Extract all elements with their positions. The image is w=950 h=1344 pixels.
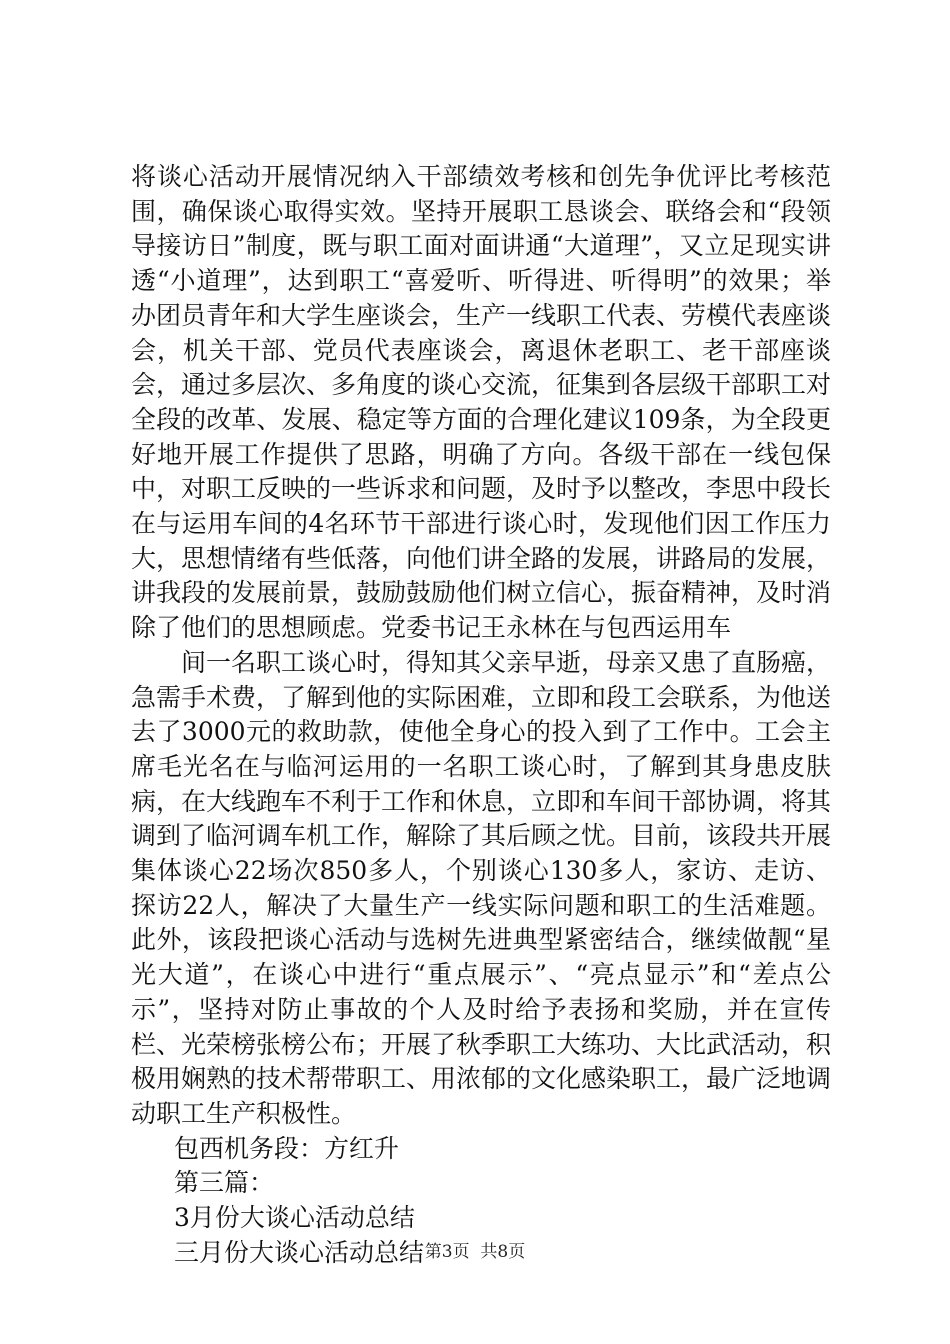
page-footer bbox=[0, 1241, 950, 1263]
page-number: 第3页 bbox=[424, 1242, 470, 1262]
author-line: 包西机务段：方红升 bbox=[174, 1133, 400, 1163]
section-subtitle: 三月份大谈心活动总结 bbox=[174, 1237, 425, 1267]
paragraph-1: 将谈心活动开展情况纳入干部绩效考核和创先争优评比考核范围，确保谈心取得实效。坚持开展职工恳谈会、联络会和“段领导接访日”制度，既与职工面对面讲通“大道理”，又立足现实讲透“小道理”，达到职工“喜爱听、听得进、听得明”的效果；举办团员青年和大学生座谈会，生产一线职工代表、劳模代表座谈会，机关干部、党员代表座谈会，离退休老职工、老干部座谈会，通过多层次、多角度的谈心交流，征集到各层级干部职工对全段的改革、发展、稳定等方面的合理化建议109条，为全段更好地开展工作提供了思路，明确了方向。各级干部在一线包保中，对职工反映的一些诉求和问题，及时予以整改，李思中段长在与运用车间的4名环节干部进行谈心时，发现他们因工作压力大，思想情绪有些低落，向他们讲全路的发展，讲路局的发展，讲我段的发展前景，鼓励鼓励他们树立信心，振奋精神，及时消除了他们的思想顾虑。党委书记王永林在与包西运用车 bbox=[131, 162, 832, 643]
section-title: 3月份大谈心活动总结 bbox=[174, 1203, 415, 1233]
document-body bbox=[131, 160, 831, 1271]
paragraph-2: 间一名职工谈心时，得知其父亲早逝，母亲又患了直肠癌，急需手术费，了解到他的实际困难，立即和段工会联系，为他送去了3000元的救助款，使他全身心的投入到了工作中。工会主席毛光名在与临河运用的一名职工谈心时，了解到其身患皮肤病，在大线跑车不利于工作和休息，立即和车间干部协调，将其调到了临河调车机工作，解除了其后顾之忧。目前，该段共开展集体谈心22场次850多人，个别谈心130多人，家访、走访、探访22人，解决了大量生产一线实际问题和职工的生活难题。此外，该段把谈心活动与选树先进典型紧密结合，继续做靓“星光大道”，在谈心中进行“重点展示”、“亮点显示”和“差点公示”，坚持对防止事故的个人及时给予表扬和奖励，并在宣传栏、光荣榜张榜公布；开展了秋季职工大练功、大比武活动，积极用娴熟的技术帮带职工、用浓郁的文化感染职工，最广泛地调动职工生产积极性。 bbox=[131, 647, 832, 1128]
section-heading: 第三篇： bbox=[174, 1168, 275, 1198]
page-total: 共8页 bbox=[480, 1242, 526, 1262]
